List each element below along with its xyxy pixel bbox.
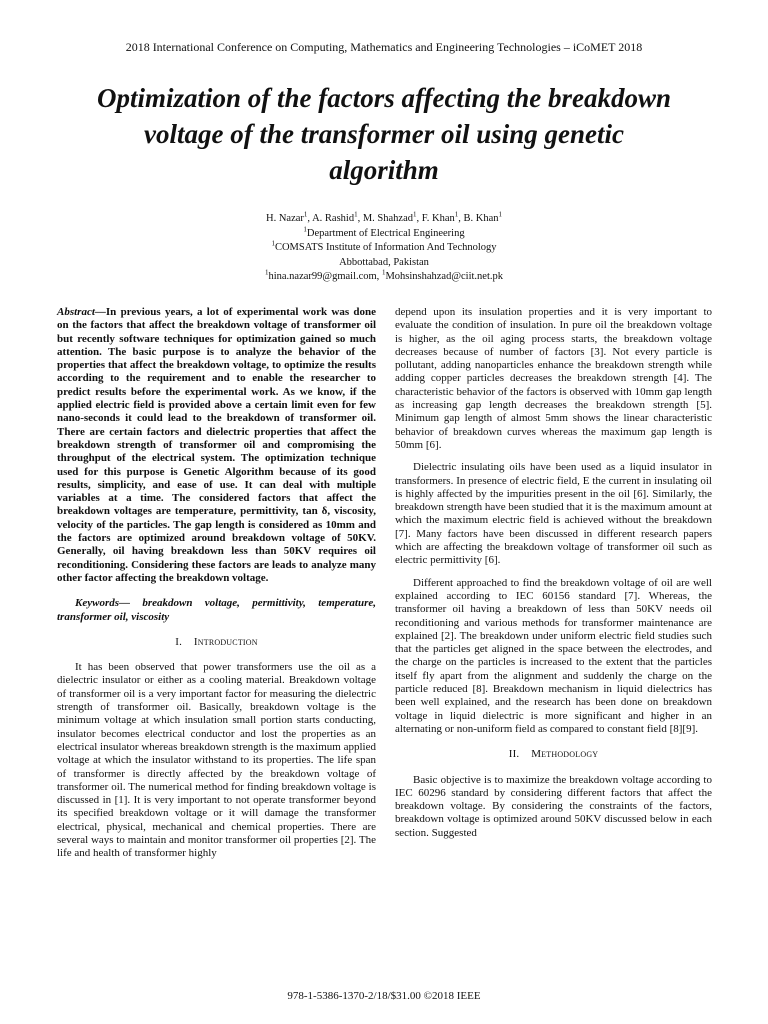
paragraph: Different approached to find the breakdown voltage of oil are well explained according to IEC 60156 standard [7]. Whereas, the transformer oil having a breakdown of less than 50KV needs oil reconditioning and various methods for transformer maintenance are explained [2]. The breakdown under uniform electric field studies such that the particles get aligned in the space between the electrodes, and the charge on the particles is increased to the extent that the particles itself fly apart from the alignment and suddenly the charge on the particle reduced [8]. Breakdown mechanism in liquid dielectrics has been well explained, and the research has been done on breakdown voltage in liquid dielectric is more significant and higher in an alternating or non-uniform field as compared to constant field [8][9]. (395, 576, 712, 735)
left-column (57, 306, 376, 870)
author-name: H. Nazar (266, 213, 304, 224)
abstract-label: Abstract— (57, 306, 106, 318)
section-heading-methodology: II. Methodology (508, 748, 599, 761)
email-link[interactable]: Mohsinshahzad@ciit.net.pk (385, 271, 504, 282)
abstract (57, 306, 376, 585)
affiliation-department: $^1$Department of Electrical Engineering (303, 225, 465, 239)
affiliation-city: Abbottabad, Pakistan (339, 256, 429, 268)
author-emails: $^1$hina.nazar99@gmail.com, $^1$Mohsinshahzad@ciit.net.pk (264, 268, 504, 282)
author-name: A. Rashid (312, 213, 355, 224)
conference-header: 2018 International Conference on Computing, Mathematics and Engineering Technologies – iCoMET 2018 (125, 40, 643, 54)
abstract-text: In previous years, a lot of experimental work was done on the factors that affect the breakdown voltage of transformer oil but recently software techniques for optimization gained so much attention. The basic purpose is to analyze the behavior of the properties that affect the breakdown voltage, to optimize the results according to the requirement and to enable the researcher to predict results before the experimental work. As we know, if the applied electric field is provided above a certain limit even for few nano-seconds it could lead to the breakdown of transformer oil. There are certain factors and dielectric properties that affect the breakdown strength of transformer oil and compromising the throughput of the electrical system. The optimization technique used for this purpose is Genetic Algorithm because of its good results, simplicity, and ease of use. It can deal with multiple variables at a time. The considered factors that affect the breakdown voltages are temperature, permittivity, tan δ, viscosity, velocity of the particles. The gap length is considered as 10mm and the factors are optimized around breakdown voltage of 50KV. Generally, oil having breakdown less than 50KV requires oil reconditioning. Considering these factors are leads to analyze many other factor affecting the breakdown voltage. (57, 306, 376, 584)
author-name: F. Khan (421, 213, 455, 224)
email-link[interactable]: hina.nazar99@gmail.com, (268, 271, 380, 282)
paper-title (40, 80, 728, 188)
paragraph: Basic objective is to maximize the breakdown voltage according to IEC 60296 standard by considering different factors that affect the breakdown voltage. By considering the constraints of the factors, breakdown voltage is optimized around 50KV discussed below in each section. Suggested (395, 773, 712, 839)
author-name: B. Khan (463, 213, 499, 224)
page-footer: 978-1-5386-1370-2/18/$31.00 ©2018 IEEE (287, 990, 481, 1002)
paragraph: It has been observed that power transformers use the oil as a dielectric insulator or either as a cooling material. Breakdown voltage of transformer oil is a very important factor for measuring the dielectric strength of transformer oil. Basically, breakdown voltage is the minimum voltage at which insulation small portion starts conducting, insulator becomes electrical conductor and lost the properties as an electrical insulator whereas breakdown strength is the maximum applied voltage at which the insulator withstand to its properties. The life span of transformer is directly affected by the breakdown voltage of transformer oil. The numerical method for finding breakdown voltage is discussed in [1]. It is very important to not operate transformer beyond its specified breakdown voltage or it will damage the transformer electrical, physical, mechanical and chemical properties. There are several ways to maintain and monitor transformer oil properties [2]. The life and health of transformer highly (57, 661, 376, 860)
author-name: M. Shahzad (362, 213, 413, 224)
section-heading-introduction: I. Introduction (175, 635, 258, 648)
author-block (0, 212, 768, 285)
affiliation-institute: $^1$COMSATS Institute of Information And Technology (271, 239, 497, 253)
author-names: H. Nazar$^1$, A. Rashid$^1$, M. Shahzad$^1$, F. Khan$^1$, B. Khan$^1$ (266, 210, 502, 224)
title-line: Optimization of the factors affecting the breakdown (96, 83, 671, 113)
paragraph: Dielectric insulating oils have been used as a liquid insulator in transformers. In presence of electric field, E the current in insulating oil is highly affected by the impurities present in the oil [6]. Similarly, the breakdown strength have been studied that it is the maximum amount at which the maximum electric field is achieved without the breakdown [7]. Many factors have been discussed in different research papers which are affecting the breakdown voltage of transformer oil such as electric permittivity [6]. (395, 461, 712, 567)
title-line: voltage of the transformer oil using genetic (143, 119, 624, 149)
paragraph: depend upon its insulation properties and it is very important to evaluate the condition of insulation. In pure oil the breakdown voltage is higher, as the oil aging process starts, the breakdown voltage decreases because of number of factors [3]. Not every particle is pollutant, adding nanoparticles enhance the breakdown strength while adding copper particles decreases the breakdown strength [4]. The characteristic behavior of the factors is observed with 10mm gap length as increasing gap length decreases the breakdown strength [5]. Minimum gap length of almost 5mm shows the linear characteristic behavior of breakdown curves whereas the maximum gap length is 50mm [6]. (395, 306, 712, 451)
keywords: Keywords— breakdown voltage, permittivity, temperature, transformer oil, viscosity (57, 597, 376, 623)
right-column (395, 306, 712, 849)
title-line: algorithm (329, 155, 439, 185)
